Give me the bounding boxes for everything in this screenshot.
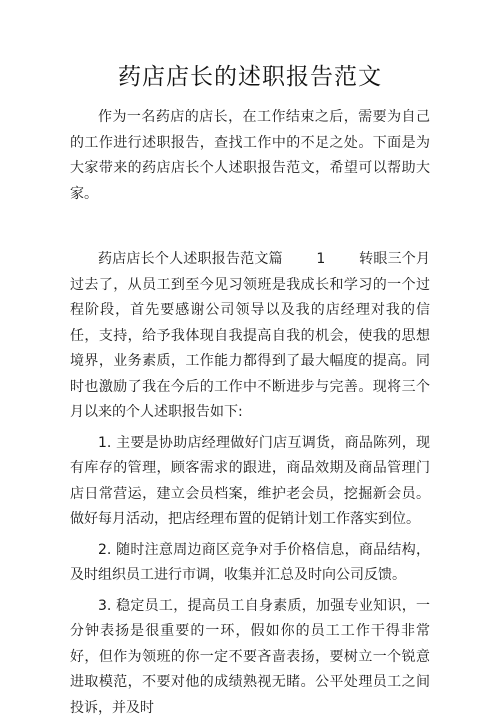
section-body: 转眼三个月过去了，从员工到至今见习领班是我成长和学习的一个过程阶段，首先要感谢公司领导以及我的店经理对我的信任，支持，给予我体现自我提高自我的机会，使我的思想境界，业务素质，工作能力都得到了最大幅度的提高。同时也激励了我在今后的工作中不断进步与完善。现将三个月以来的个人述职报告如下: — [70, 251, 430, 420]
section-paragraph — [70, 247, 430, 426]
intro-paragraph: 作为一名药店的店长，在工作结束之后，需要为自己的工作进行述职报告，查找工作中的不足之处。下面是为大家带来的药店店长个人述职报告范文，希望可以帮助大家。 — [70, 105, 430, 207]
list-item-2: 2. 随时注意周边商区竞争对手价格信息，商品结构，及时组织员工进行市调，收集并汇总及时向公司反馈。 — [70, 538, 430, 589]
section-number: 1 — [316, 251, 325, 267]
section-heading: 药店店长个人述职报告范文篇 — [98, 251, 283, 267]
document-title: 药店店长的述职报告范文 — [70, 58, 430, 91]
list-item-1: 1. 主要是协助店经理做好门店互调货，商品陈列，现有库存的管理，顾客需求的跟进，商品效期及商品管理门店日常营运，建立会员档案，维护老会员，挖掘新会员。做好每月活动，把店经理布置的促销计划工作落实到位。 — [70, 431, 430, 533]
list-item-3: 3. 稳定员工，提高员工自身素质，加强专业知识，一分钟表扬是很重要的一环，假如你的员工工作干得非常好，但作为领班的你一定不要吝啬表扬，要树立一个锐意进取模范，不要对他的成绩熟视无睹。公平处理员工之间投诉，并及时 — [70, 594, 430, 721]
